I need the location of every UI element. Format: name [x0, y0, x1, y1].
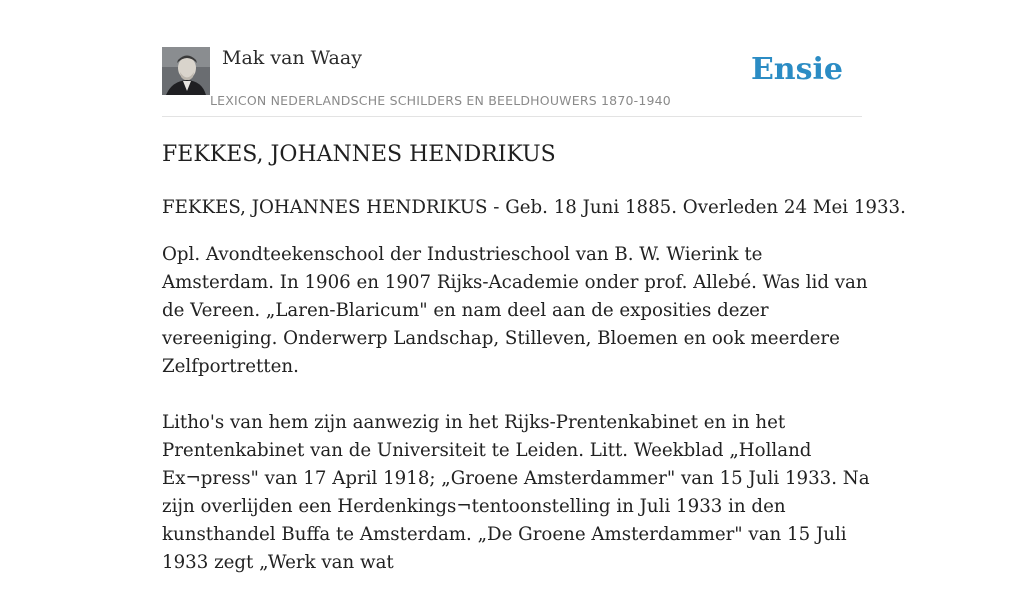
- article-paragraph: Litho's van hem zijn aanwezig in het Rijks-Prentenkabinet en in het Prentenkabinet van de Universiteit te Leiden. Litt. Weekblad „Holland Ex¬press" van 17 April 1918; „Groene Amsterdammer" van 15 Juli 1933. Na zijn overlijden een Herdenkings¬tentoonstelling in Juli 1933 in den kunsthandel Buffa te Amsterdam. „De Groene Amsterdammer" van 15 Juli 1933 zegt „Werk van wat: [162, 412, 870, 573]
- author-avatar[interactable]: [162, 47, 210, 95]
- article-lead: FEKKES, JOHANNES HENDRIKUS - Geb. 18 Juni 1885. Overleden 24 Mei 1933.: [162, 197, 906, 218]
- ensie-logo-link[interactable]: Ensie: [750, 52, 843, 87]
- header: [162, 46, 862, 117]
- article-paragraph: Opl. Avondteekenschool der Industrieschool van B. W. Wierink te Amsterdam. In 1906 en 1907 Rijks-Academie onder prof. Allebé. Was lid van de Vereen. „Laren-Blaricum" en nam deel aan de exposities dezer vereeniging. Onderwerp Landschap, Stilleven, Bloemen en ook meerdere Zelfportretten.: [162, 244, 868, 377]
- author-portrait-icon: [162, 47, 210, 95]
- article-body: [162, 194, 906, 605]
- book-title[interactable]: LEXICON NEDERLANDSCHE SCHILDERS EN BEELDHOUWERS 1870-1940: [210, 93, 671, 108]
- article-title: FEKKES, JOHANNES HENDRIKUS: [162, 142, 556, 167]
- author-name[interactable]: Mak van Waay: [222, 47, 362, 69]
